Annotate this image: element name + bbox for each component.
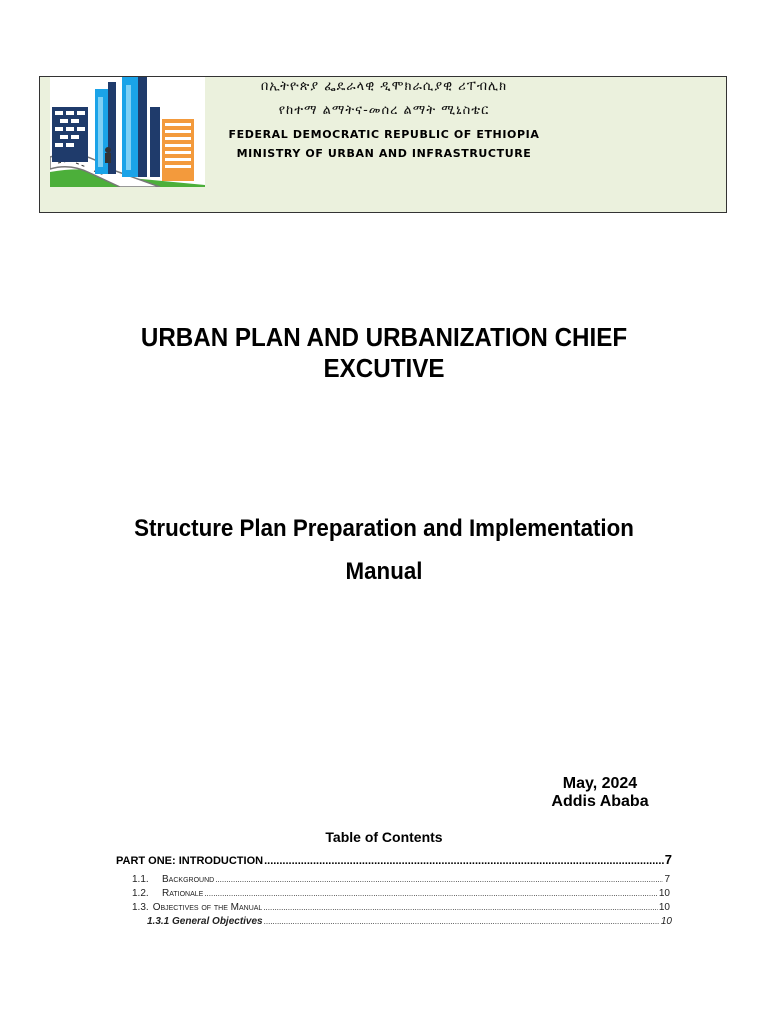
toc-leader-dots [264, 855, 664, 867]
toc-entry-page: 10 [660, 916, 672, 927]
toc-entry-label: Objectives of the Manual [152, 902, 263, 913]
header-english-line-2: MINISTRY OF URBAN AND INFRASTRUCTURE [236, 147, 532, 160]
city-buildings-logo-icon [50, 77, 205, 187]
toc-entry-page: 7 [664, 874, 670, 885]
publication-place: Addis Ababa [551, 793, 649, 810]
page-title-line-1: URBAN PLAN AND URBANIZATION CHIEF [140, 322, 628, 352]
page-title [120, 322, 648, 384]
toc-entry[interactable] [132, 902, 670, 913]
toc-entry[interactable] [147, 916, 672, 927]
toc-entry-number: 1.2. [132, 888, 149, 899]
publication-date: May, 2024 [562, 775, 638, 792]
toc-entry-page: 10 [658, 888, 670, 899]
page-title-line-2: EXCUTIVE [323, 353, 445, 383]
toc-leader-dots [215, 875, 663, 884]
toc-entry-number: 1.3. [132, 902, 149, 913]
toc-leader-dots [204, 889, 658, 898]
toc-entry-label: Background [162, 874, 215, 885]
toc-entry-label: Rationale [162, 888, 204, 899]
toc-heading: Table of Contents [325, 829, 443, 845]
toc-entry-page: 10 [658, 902, 670, 913]
toc-entry-page: 7 [664, 852, 672, 867]
toc-entry[interactable] [132, 888, 670, 899]
toc-entry[interactable] [132, 874, 670, 885]
document-subtitle-line-1: Structure Plan Preparation and Implementation [134, 515, 634, 542]
toc-entry-label: 1.3.1 General Objectives [147, 916, 263, 927]
header-amharic-line-1: በኢትዮጵያ ፌዴራላዊ ዲሞክራሲያዊ ሪፐብሊክ [260, 79, 508, 94]
toc-entry-number: 1.1. [132, 874, 149, 885]
header-english-line-1: FEDERAL DEMOCRATIC REPUBLIC OF ETHIOPIA [228, 128, 540, 141]
header-amharic-line-2: የከተማ ልማትና-መሰረ ልማት ሚኒስቴር [278, 103, 490, 118]
toc-entry-label: PART ONE: INTRODUCTION [116, 855, 264, 867]
document-subtitle-line-2: Manual [345, 558, 423, 585]
toc-entry[interactable] [116, 852, 672, 867]
toc-leader-dots [264, 917, 660, 926]
toc-leader-dots [263, 903, 658, 912]
